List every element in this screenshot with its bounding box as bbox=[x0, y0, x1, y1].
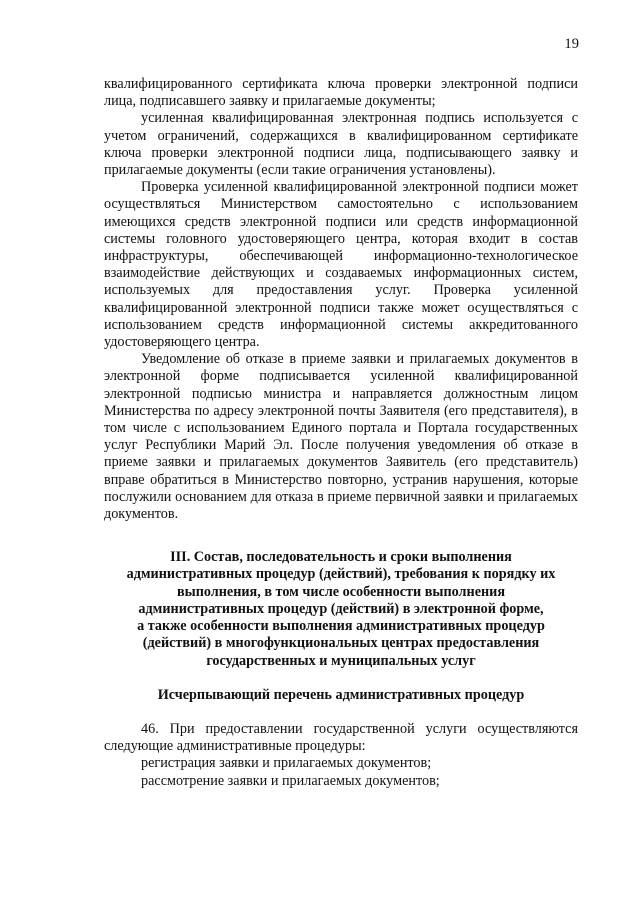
paragraph-5: 46. При предоставлении государственной услуги осуществляются следующие административные процедуры: bbox=[104, 720, 578, 755]
paragraph-3: Проверка усиленной квалифицированной электронной подписи может осуществляться Министерством самостоятельно с использованием имеющихся средств электронной подписи или средств информационной системы головного удостоверяющего центра, которая входит в состав инфраструктуры, обеспечивающей информационно-технологическое взаимодействие действующих и создаваемых информационных систем, используемых для предоставления услуг. Проверка усиленной квалифицированной электронной подписи также может осуществляться с использованием средств информационной системы аккредитованного удостоверяющего центра. bbox=[104, 179, 578, 351]
page-number: 19 bbox=[564, 36, 579, 52]
paragraph-1: квалифицированного сертификата ключа проверки электронной подписи лица, подписавшего заявку и прилагаемые документы; bbox=[104, 76, 578, 110]
spacer bbox=[104, 704, 578, 721]
section-heading-line: а также особенности выполнения административных процедур bbox=[137, 618, 545, 635]
document-body bbox=[104, 76, 578, 790]
paragraph-4: Уведомление об отказе в приеме заявки и прилагаемых документов в электронной форме подписывается усиленной квалифицированной электронной подписью министра и направляется должностным лицом Министерства по адресу электронной почты Заявителя (его представителя), в том числе с использованием Единого портала и Портала государственных услуг Республики Марий Эл. После получения уведомления об отказе в приеме заявки и прилагаемых документов Заявитель (его представитель) вправе обратиться в Министерство повторно, устранив нарушения, которые послужили основанием для отказа в приеме первичной заявки и прилагаемых документов. bbox=[104, 351, 578, 523]
section-heading-line: государственных и муниципальных услуг bbox=[206, 652, 476, 669]
subheading: Исчерпывающий перечень административных процедур bbox=[157, 686, 525, 703]
section-heading-line: (действий) в многофункциональных центрах предоставления bbox=[142, 635, 540, 652]
section-heading-line: выполнения, в том числе особенности выполнения bbox=[176, 583, 506, 600]
spacer bbox=[104, 523, 578, 541]
section-heading-line: административных процедур (действий) в электронной форме, bbox=[138, 600, 544, 617]
spacer bbox=[104, 670, 578, 687]
paragraph-7: рассмотрение заявки и прилагаемых документов; bbox=[141, 772, 440, 789]
paragraph-6: регистрация заявки и прилагаемых документов; bbox=[141, 755, 432, 772]
section-heading-line: административных процедур (действий), требования к порядку их bbox=[126, 566, 556, 583]
section-heading-line: III. Состав, последовательность и сроки выполнения bbox=[170, 549, 512, 566]
paragraph-2: усиленная квалифицированная электронная подпись используется с учетом ограничений, содержащихся в квалифицированном сертификате ключа проверки электронной подписи лица, подписывающего заявку и прилагаемые документы (если такие ограничения установлены). bbox=[104, 110, 578, 179]
spacer bbox=[104, 541, 578, 549]
section-heading bbox=[104, 549, 578, 669]
